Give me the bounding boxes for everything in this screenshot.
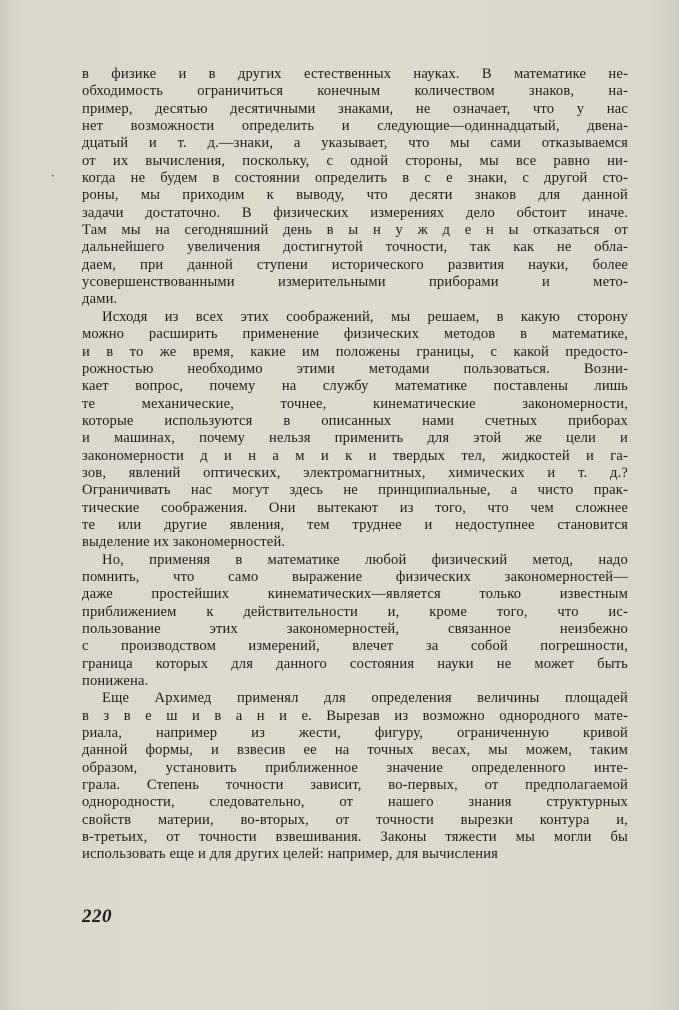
- text-line: грала. Степень точности зависит, во-первых, от предполагаемой: [82, 777, 628, 794]
- paragraph-4: [82, 690, 628, 863]
- text-line: данной формы, и взвесив ее на точных весах, мы можем, таким: [82, 742, 628, 759]
- text-line: Исходя из всех этих соображений, мы решаем, в какую сторону: [102, 308, 628, 325]
- text-line: граница которых для данного состояния науки не может быть: [82, 655, 628, 672]
- text-line: дальнейшего увеличения достигнутой точности, так как не обла-: [82, 239, 628, 256]
- text-line: свойств материи, во-вторых, от точности вырезки контура и,: [82, 811, 628, 828]
- text-line: с производством измерений, влечет за собой погрешности,: [82, 638, 628, 655]
- paragraph-2: [82, 309, 628, 552]
- text-line: понижена.: [82, 673, 149, 690]
- text-line: кает вопрос, почему на службу математике поставлены лишь: [82, 378, 628, 395]
- text-line: задачи достаточно. В физических измерениях дело обстоит иначе.: [82, 204, 628, 221]
- text-line: Ограничивать нас могут здесь не принципиальные, а чисто прак-: [82, 482, 628, 499]
- text-line: усовершенствованными измерительными приборами и мето-: [82, 274, 628, 291]
- text-line: риала, например из жести, фигуру, ограниченную кривой: [82, 725, 628, 742]
- text-line: дцатый и т. д.—знаки, а указывает, что мы сами отказываемся: [82, 135, 628, 152]
- text-line: обходимость ограничиться конечным количеством знаков, на-: [82, 83, 628, 100]
- paragraph-3: [82, 552, 628, 691]
- text-line: от их вычисления, поскольку, с одной стороны, мы все равно ни-: [82, 152, 628, 169]
- text-line: пример, десятью десятичными знаками, не означает, что у нас: [82, 100, 628, 117]
- text-line: даем, при данной ступени исторического развития науки, более: [82, 256, 628, 273]
- text-line: те или другие явления, тем труднее и недоступнее становится: [82, 516, 628, 533]
- paragraph-1: [82, 66, 628, 309]
- text-line: Там мы на сегодняшний день в ы н у ж д е н ы отказаться от: [82, 222, 628, 239]
- text-line: однородности, следовательно, от нашего знания структурных: [82, 794, 628, 811]
- text-line: закономерности д и н а м и к и твердых тел, жидкостей и га-: [82, 447, 628, 464]
- text-line: которые используются в описанных нами счетных приборах: [82, 412, 628, 429]
- text-line: Но, применяя в математике любой физический метод, надо: [102, 551, 628, 568]
- text-line: и в то же время, какие им положены границы, с какой предосто-: [82, 343, 628, 360]
- text-line: использовать еще и для других целей: например, для вычисления: [82, 846, 499, 863]
- text-line: можно расширить применение физических методов в математике,: [82, 326, 628, 343]
- text-line: даже простейших кинематических—является только известным: [82, 586, 628, 603]
- text-line: роны, мы приходим к выводу, что десяти знаков для данной: [82, 187, 628, 204]
- text-line: приближением к действительности и, кроме того, что ис-: [82, 603, 628, 620]
- text-line: в-третьих, от точности взвешивания. Законы тяжести мы могли бы: [82, 829, 628, 846]
- text-line: в физике и в других естественных науках. В математике не-: [82, 66, 628, 82]
- text-line: выделение их закономерностей.: [82, 534, 286, 551]
- text-line: нет возможности определить и следующие—одиннадцатый, двена-: [82, 118, 628, 135]
- text-line: тические соображения. Они вытекают из того, что чем сложнее: [82, 499, 628, 516]
- text-line: в з в е ш и в а н и е. Вырезав из возможно однородного мате-: [82, 707, 628, 724]
- text-line: зов, явлений оптических, электромагнитных, химических и т. д.?: [82, 464, 628, 481]
- text-line: те механические, точнее, кинематические закономерности,: [82, 395, 628, 412]
- text-line: Еще Архимед применял для определения величины площадей: [102, 690, 628, 707]
- page-text: [82, 66, 628, 864]
- text-line: когда не будем в состоянии определить в с е знаки, с другой сто-: [82, 170, 628, 187]
- text-line: образом, установить приближенное значение определенного инте-: [82, 759, 628, 776]
- text-line: пользование этих закономерностей, связанное неизбежно: [82, 621, 628, 637]
- text-line: и машинах, почему нельзя применить для этой же цели и: [82, 430, 628, 447]
- text-line: рожностью необходимо этими методами пользоваться. Возни-: [82, 360, 628, 377]
- text-line: дами.: [82, 291, 118, 308]
- margin-mark: ·: [50, 168, 56, 185]
- page-number: 220: [82, 906, 112, 927]
- text-line: помнить, что само выражение физических закономерностей—: [82, 568, 628, 585]
